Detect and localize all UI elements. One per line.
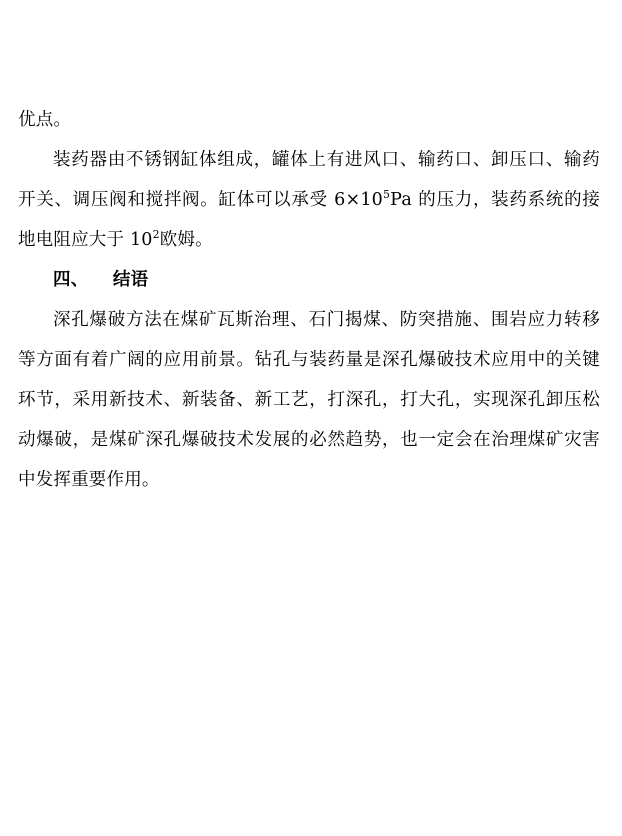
section-number: 四、 [53, 270, 89, 290]
paragraph-advantage: 优点。 [18, 110, 72, 130]
pressure-formula [334, 190, 412, 210]
section-heading-conclusion [18, 260, 600, 300]
resistance-formula-base: 10 [129, 230, 153, 250]
resistance-formula-exponent: 2 [152, 228, 160, 242]
pressure-formula-base: 6×10 [334, 190, 384, 210]
paragraph-charger-device [18, 140, 600, 260]
pressure-formula-unit: Pa [390, 190, 412, 210]
paragraph-conclusion: 深孔爆破方法在煤矿瓦斯治理、石门揭煤、防突措施、围岩应力转移等方面有着广阔的应用前景。钻孔与装药量是深孔爆破技术应用中的关键环节，采用新技术、新装备、新工艺，打深孔，打大孔，实现深孔卸压松动爆破，是煤矿深孔爆破技术发展的必然趋势，也一定会在治理煤矿灾害中发挥重要作用。 [18, 310, 600, 490]
charger-text-part-1: 装药器由不锈钢缸体组成，罐体上有进风口、输药口、卸压口、输药开关、调压阀和搅拌阀。缸体可以承受 [18, 150, 600, 210]
charger-text-part-2: 的压力，装药系统的接地电阻应大于 [18, 190, 600, 250]
pressure-formula-exponent: 5 [383, 188, 391, 202]
section-title: 结语 [112, 270, 149, 290]
charger-text-part-3: 欧姆。 [159, 230, 213, 250]
resistance-formula [130, 230, 160, 250]
